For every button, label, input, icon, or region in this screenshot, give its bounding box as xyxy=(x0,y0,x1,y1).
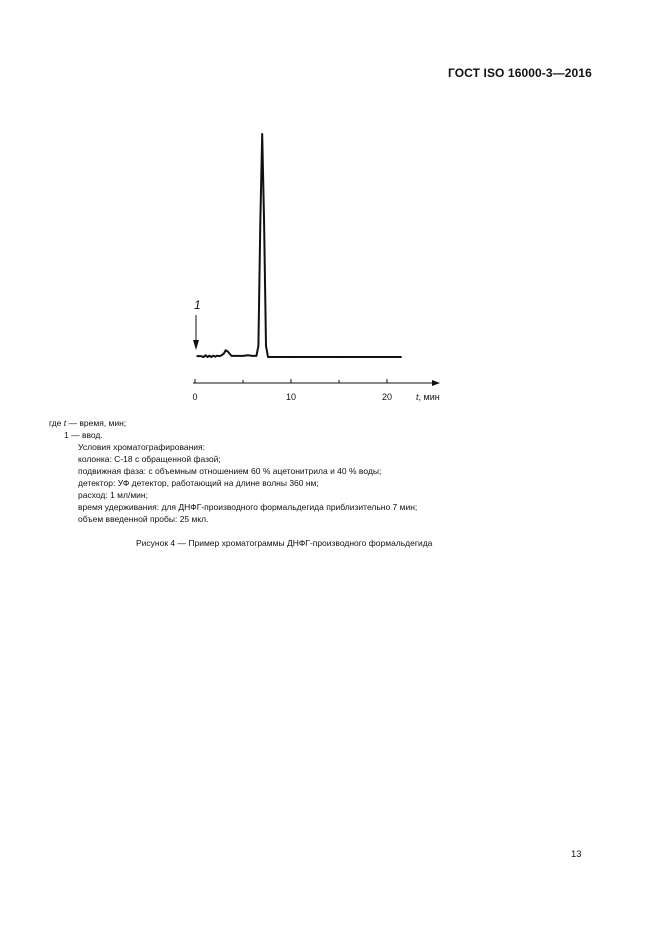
x-axis-arrowhead xyxy=(432,380,440,386)
condition-column: колонка: С-18 с обращенной фазой; xyxy=(78,454,221,464)
x-tick-label: 20 xyxy=(381,392,393,402)
legend-where-text: — время, мин; xyxy=(66,418,127,428)
data-point xyxy=(223,353,224,354)
condition-retention-time: время удерживания: для ДНФГ-производного формальдегида приблизительно 7 мин; xyxy=(78,502,418,512)
data-point xyxy=(200,356,201,357)
data-point xyxy=(338,356,339,357)
data-point xyxy=(213,355,214,356)
data-point xyxy=(265,345,266,346)
page-number: 13 xyxy=(571,849,582,860)
x-tick-label: 0 xyxy=(192,392,198,402)
data-point xyxy=(252,355,253,356)
injection-marker-arrowhead xyxy=(193,340,199,350)
chromatogram-trace xyxy=(197,134,402,357)
data-point xyxy=(211,356,212,357)
data-point xyxy=(262,133,263,134)
injection-marker-label: 1 xyxy=(194,298,201,312)
figure-caption: Рисунок 4 — Пример хроматограммы ДНФГ-производного формальдегида xyxy=(136,538,433,548)
data-point xyxy=(231,355,232,356)
legend-where xyxy=(49,417,126,430)
document-header: ГОСТ ISO 16000-3—2016 xyxy=(448,66,592,80)
condition-detector: детектор: УФ детектор, работающий на длине волны 360 нм; xyxy=(78,478,319,488)
data-point xyxy=(290,356,291,357)
data-point xyxy=(258,345,259,346)
data-point xyxy=(260,223,261,224)
data-point xyxy=(401,356,402,357)
data-point xyxy=(238,355,239,356)
condition-mobile-phase: подвижная фаза: с объемным отношением 60 % ацетонитрила и 40 % воды; xyxy=(78,466,382,476)
data-point xyxy=(209,355,210,356)
data-point xyxy=(205,355,206,356)
data-point xyxy=(271,356,272,357)
legend-where-variable: t xyxy=(63,418,67,428)
data-point xyxy=(207,356,208,357)
legend-item-1: 1 — ввод. xyxy=(64,430,103,440)
data-point xyxy=(267,356,268,357)
data-point xyxy=(264,223,265,224)
x-axis-label-variable: t xyxy=(416,392,419,402)
data-point xyxy=(196,356,197,357)
data-point xyxy=(247,355,248,356)
x-axis-label-unit: , мин xyxy=(418,392,440,402)
data-point xyxy=(217,355,218,356)
condition-sample-volume: объем введенной пробы: 25 мкл. xyxy=(78,514,209,524)
conditions-title: Условия хроматографирования: xyxy=(78,442,206,452)
condition-flow-rate: расход: 1 мл/мин; xyxy=(78,490,148,500)
data-point xyxy=(203,356,204,357)
data-point xyxy=(218,356,219,357)
data-point xyxy=(242,355,243,356)
data-point xyxy=(256,355,257,356)
x-axis-label xyxy=(416,392,440,402)
data-point xyxy=(220,355,221,356)
data-point xyxy=(227,351,228,352)
x-tick-label: 10 xyxy=(285,392,297,402)
data-point xyxy=(215,356,216,357)
chromatogram-chart xyxy=(0,0,661,420)
data-point xyxy=(225,350,226,351)
legend-where-prefix: где xyxy=(49,418,64,428)
